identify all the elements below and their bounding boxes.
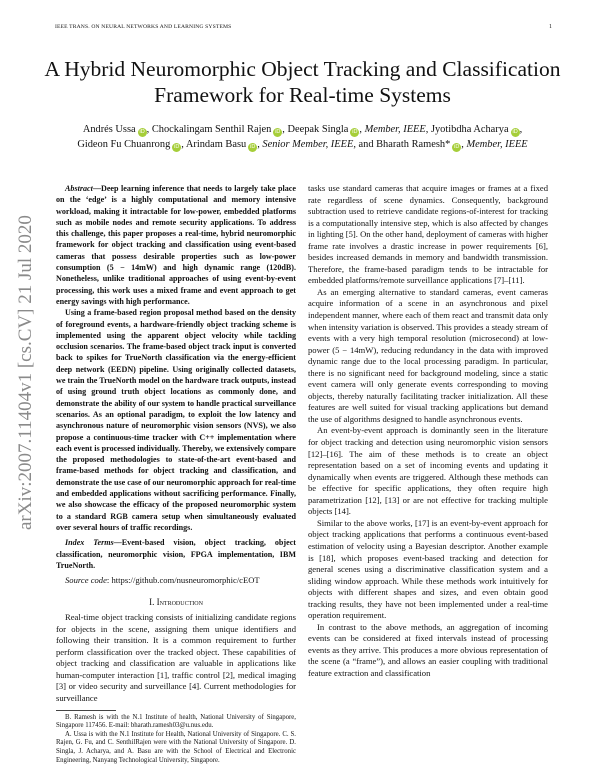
author-list [40, 122, 565, 152]
page-number: 1 [549, 24, 552, 30]
body-paragraph: tasks use standard cameras that acquire images or frames at a fixed rate regardless of scene dynamics. Consequently, background subtraction used to retrieve candidate regions-of-interest for tracking is a computationally intensive step, which is also affected by changes in lighting [5]. On the other hand, deployment of cameras with higher frame rate involves a drastic increase in power requirements [6], besides increased demands in memory and bandwidth transmission. Therefore, the frame-based paradigm tends to be intractable for embedded platforms/remote surveillance applications [7]–[11]. [308, 183, 548, 286]
index-terms: Index Terms—Event-based vision, object tracking, object classification, neuromorphic vision, FPGA implementation, IBM TrueNorth. [56, 538, 297, 570]
abstract-paragraph-2: Using a frame-based region proposal method based on the density of foreground events, a hardware-friendly object tracking scheme is implemented using the apparent object velocity while tackling occlusion scenarios. The frame-based object track input is converted back to spikes for TrueNorth classification via the energy-efficient deep network (EEDN) pipeline. Using originally collected datasets, we train the TrueNorth model on the hardware track outputs, instead of using ground truth object locations as commonly done, and demonstrate the ability of our system to handle practical surveillance scenarios. As an optional paradigm, to exploit the low latency and asynchronous nature of neuromorphic vision sensors (NVS), we also propose a continuous-time tracker with C++ implementation where each event is processed individually. Thereby, we extensively compare the proposed methodologies to state-of-the-art event-based and frame-based methods for object tracking and classification, and demonstrate the use case of our neuromorphic approach for real-time and embedded applications without sacrificing performance. Finally, we also showcase the efficacy of the proposed neuromorphic system to a standard RGB camera setup when simultaneously evaluated over several hours of traffic recordings. [56, 308, 297, 532]
body-paragraph: Real-time object tracking consists of initializing candidate regions for objects in the scene, assigning them unique identifiers and following their transition. It is a common requirement to further perform classification over the tracked object. These capabilities of object tracking and classification are valuable in applications like human-computer interaction [1], traffic control [2], medical imaging [3] or video security and surveillance [4]. Current methodologies for surveillance [56, 612, 296, 704]
section-heading-introduction: I. Introduction [149, 596, 203, 607]
body-paragraph: Similar to the above works, [17] is an event-by-event approach for object tracking applications that performs a continuous event-based estimation of velocity using a Bayesian descriptor. Another example is [18], which proposes event-based tracking and detection for general scenes using a discriminative classification system and a sliding window approach. While these methods work intuitively for objects with different shapes and sizes, and even obtain good tracking results, they have not been implemented under a real-time operation requirement. [308, 517, 548, 621]
running-header: IEEE TRANS. ON NEURAL NETWORKS AND LEARNING SYSTEMS [55, 24, 232, 30]
orcid-icon[interactable]: iD [250, 144, 256, 150]
left-column [56, 183, 296, 765]
source-code-link[interactable]: Source code: https://github.com/nusneuromorphic/cEOT [65, 575, 260, 586]
orcid-icon[interactable]: iD [512, 129, 518, 135]
footnote-corresponding: B. Ramesh is with the N.1 Institute of health, National University of Singapore, Singapore 117456. E-mail: bharath.ramesh03@u.nus.edu. [56, 713, 296, 730]
abstract [56, 183, 296, 533]
paper-title: A Hybrid Neuromorphic Object Tracking and Classification Framework for Real-time Systems [44, 57, 561, 107]
arxiv-stamp[interactable]: arXiv:2007.11404v1 [cs.CV] 21 Jul 2020 [15, 215, 36, 530]
author-line-2: Gideon Fu Chuanrong iD , Arindam Basu iD , Senior Member, IEEE, and Bharath Ramesh* iD , Member, IEEE [77, 139, 528, 150]
footnote-divider [56, 710, 116, 711]
body-paragraph: As an emerging alternative to standard cameras, event cameras acquire information of a scene in an asynchronous and pixel independent manner, where each of them react and transmit data only when intensity variation is observed. This provides a steady stream of events with a very high temporal resolution (microsecond) at low-power (5 − 14mW), reducing redundancy in the data with improved dynamic range due to the local processing paradigm. In particular, there is no significant need for background modeling, since a static event camera will only generate events corresponding to moving objects, thereby naturally facilitating tracker initialization. All these features are well suited for visual tracking applications but demand the use of algorithms designed to handle asynchronous events. [308, 286, 548, 424]
orcid-icon[interactable]: iD [275, 129, 281, 135]
orcid-icon[interactable]: iD [454, 144, 460, 150]
author-line-1: Andrés Ussa iD , Chockalingam Senthil Rajen iD , Deepak Singla iD , Member, IEEE, Jyotibdha Acharya iD , [82, 124, 523, 135]
body-paragraph: In contrast to the above methods, an aggregation of incoming events can be considered at fixed intervals instead of processing events as they arrive. This produces a more obvious representation of the scene (a “frame”), and allows an easier coupling with traditional feature extraction and classification [308, 621, 548, 678]
abstract-paragraph-1: Abstract—Deep learning inference that needs to largely take place on the ‘edge’ is a highly computational and memory intensive workload, making it intractable for low-power, embedded platforms such as mobile nodes and remote security applications. To address this challenge, this paper proposes a real-time, hybrid neuromorphic framework for object tracking and classification using event-based cameras that possess desirable properties such as low-power consumption (5 − 14mW) and high dynamic range (120dB). Nonetheless, unlike traditional approaches of using event-by-event processing, this work uses a mixed frame and event approach to get energy savings with high performance. [56, 184, 296, 306]
body-paragraph: An event-by-event approach is dominantly seen in the literature for object tracking and detection using neuromorphic vision sensors [12]–[16]. The aim of these methods is to create an object representation based on a set of incoming events and updating it dynamically when events are triggered. Although these methods can be effective for specific applications, they often require high parametrization [12], [13] or are not effective for tracking multiple objects [14]. [308, 425, 548, 517]
orcid-icon[interactable]: iD [174, 144, 180, 150]
footnote-affiliations: A. Ussa is with the N.1 Institute for Health, National University of Singapore. C. S. Rajen, G. Fu, and C. SenthilRajen were with the National University of Singapore. D. Singla, J. Acharya, and A. Basu are with the School of Electrical and Electronic Engineering, Nanyang Technological University, Singapore. [56, 730, 296, 764]
orcid-icon[interactable]: iD [352, 129, 358, 135]
orcid-icon[interactable]: iD [139, 129, 145, 135]
right-column [308, 183, 548, 680]
